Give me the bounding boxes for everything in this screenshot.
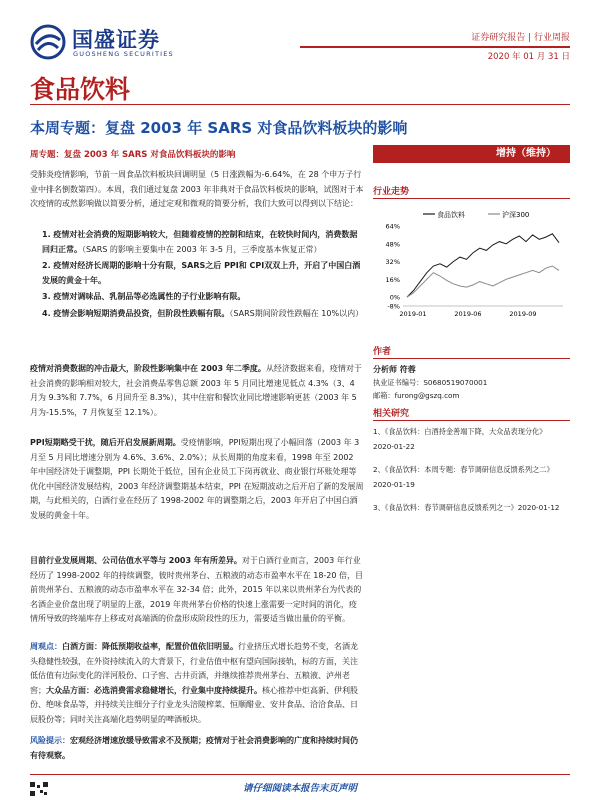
series-line-food: [407, 234, 559, 297]
y-tick-label: 0%: [389, 293, 400, 302]
conclusion-list: [42, 228, 364, 322]
x-axis: [399, 310, 536, 318]
analyst-divider: [373, 358, 570, 359]
legend-label-csi300: 沪深300: [502, 211, 530, 219]
analyst-email: 邮箱：furong@gszq.com: [373, 391, 460, 400]
analyst-name: 分析师 符蓉: [373, 365, 416, 374]
header-divider: [300, 46, 570, 48]
y-tick-label: 32%: [385, 258, 400, 267]
related-item[interactable]: 3、《食品饮料：春节调研信息反馈系列之一》2020-01-12: [373, 503, 560, 512]
chart-series: [407, 234, 559, 297]
report-type: 证券研究报告 | 行业周报: [471, 33, 570, 43]
paragraph-weekly-view: 周观点：白酒方面：降低预期收益率，配置价值依旧明显。行业挤压式增长趋势不变，名酒龙头稳健性较强，在外资持续流入的大背景下，行业估值中枢有望向国际接轨，标的方面，关注低估值有边际变化的洋河股份、口子窖、古井贡酒，并继续推荐贵州茅台、五粮液、泸州老窖；大众品方面：必选消费需求稳健增长，行业集中度持续提升。核心推荐中炬高新、伊利股份、绝味食品等，并持续关注细分子行业龙头涪陵榨菜、恒顺醋业、安井食品、洽洽食品、日辰股份等；同时关注高端化趋势明显的啤酒板块。: [30, 642, 358, 724]
trend-chart: [373, 202, 570, 322]
y-tick-label: 16%: [385, 275, 400, 284]
related-divider: [373, 420, 570, 421]
analyst-heading: 作者: [373, 347, 392, 357]
list-item: 1. 疫情对社会消费的短期影响较大，但随着疫情的控制和结束，在较快时间内，消费数据回归正常。（SARS 的影响主要集中在 2003 年 3-5 月，三季度基本恢复正常）: [42, 230, 358, 254]
x-tick-label: 2019-09: [509, 310, 537, 318]
intro-paragraph: 受肺炎疫情影响，节前一周食品饮料板块回调明显（5 日涨跌幅为-6.64%，在 28 个申万子行业中排名倒数第四）。本周，我们通过复盘 2003 年非典对于食品饮料板块的影响，试图对于本次疫情的或然影响做以简要分析，通过定观和微观的简要分析，我们大致可以得到以下结论：: [30, 170, 364, 209]
related-item[interactable]: 1、《食品饮料：白酒持金善端下降，大众品表现分化》 2020-01-22: [373, 427, 547, 451]
paragraph-ppi: PPI短期略受干扰，随后开启发展新周期。受疫情影响，PPI短期出现了小幅回落（2003 年 3 月至 5 月同比增速分别为 4.6%、3.6%、2.0%）；从长周期的角度来看，1998 年至 2002 年中国经济处于调整期，PPI 长期处于低位，国有企业员工下岗再就业、商业银行坏账处理等优化中国经济发展结构，2003 年经济调整期基本结束，PPI 在短期波动之后开启了新的发展周期，与此相关的，白酒行业在经历了 1998-2002 年的调整期之后，2003 年开启了中国白酒发展的黄金十年。: [30, 438, 364, 520]
logo-subtext: GUOSHENG SECURITIES: [73, 50, 174, 58]
footer-disclaimer: 请仔细阅读本报告末页声明: [242, 783, 357, 794]
y-tick-label: 64%: [385, 222, 400, 231]
legend-label-food: 食品饮料: [437, 211, 465, 219]
section-title: 食品饮料: [30, 75, 131, 104]
list-item: 2. 疫情对经济长周期的影响十分有限，SARS之后 PPI和 CPI双双上升，开启了中国白酒发展的黄金十年。: [42, 261, 361, 285]
y-tick-label: 48%: [385, 240, 400, 249]
y-axis: [386, 223, 563, 311]
analyst-cert: 执业证书编号：S0680519070001: [373, 378, 488, 387]
list-item: 3. 疫情对调味品、乳制品等必选属性的子行业影响有限。: [42, 292, 246, 302]
footer-divider: [30, 774, 570, 775]
paragraph-consumption: 疫情对消费数据的冲击最大，阶段性影响集中在 2003 年二季度。从经济数据来看，疫情对于社会消费的影响相对较大，社会消费品零售总额 2003 年 5 月同比增速见低点 4.3%（3、4 月为 9.3%和 7.7%，6 月回升至 8.3%），其中住宿和餐饮业同比增速影响更甚（2003 年 5 月为-15.5%，7 月恢复至 12.1%）。: [30, 364, 362, 417]
related-item[interactable]: 2、《食品饮料：本周专题：春节调研信息反馈系列之二》 2020-01-19: [373, 465, 554, 489]
logo-text: 国盛证券: [72, 28, 160, 52]
paragraph-cycle: 目前行业发展周期、公司估值水平等与 2003 年有所差异。对于白酒行业而言，2003 年行业经历了 1998-2002 年的持续调整，彼时贵州茅台、五粮液的动态市盈率水平在 18-20 倍，目前贵州茅台、五粮液的动态市盈率水平在 32-34 倍；此外，2015 年以来以贵州茅台为代表的名酒企业价盘出现了明显的上涨，2019 年贵州茅台价格的快速上涨需要一定时间的消化，疫情所导致的终端库存上移或对高端酒的价盘形成阶段性的压力，需要适当做出量价的平衡。: [30, 556, 364, 624]
page-title: 本周专题：复盘 2003 年 SARS 对食品饮料板块的影响: [30, 119, 408, 137]
report-date: 2020 年 01 月 31 日: [487, 52, 570, 62]
series-line-csi300: [407, 266, 559, 297]
chart-legend: [423, 210, 529, 219]
y-tick-label: -8%: [387, 302, 400, 311]
lead-heading: 周专题：复盘 2003 年 SARS 对食品饮料板块的影响: [30, 150, 236, 160]
rating-badge: 增持（维持）: [373, 145, 570, 163]
trend-heading: 行业走势: [373, 187, 410, 197]
x-tick-label: 2019-01: [399, 310, 427, 318]
section-divider: [30, 104, 570, 105]
trend-divider: [373, 198, 570, 199]
risk-paragraph: 风险提示：宏观经济增速放缓导致需求不及预期；疫情对于社会消费影响的广度和持续时间仍有待观察。: [30, 736, 358, 760]
logo-icon: [30, 24, 66, 60]
list-item: 4. 疫情会影响短期消费品投资，但阶段性跌幅有限。（SARS期间阶段性跌幅在 10%以内）: [42, 308, 364, 318]
related-heading: 相关研究: [373, 409, 410, 419]
x-tick-label: 2019-06: [454, 310, 482, 318]
